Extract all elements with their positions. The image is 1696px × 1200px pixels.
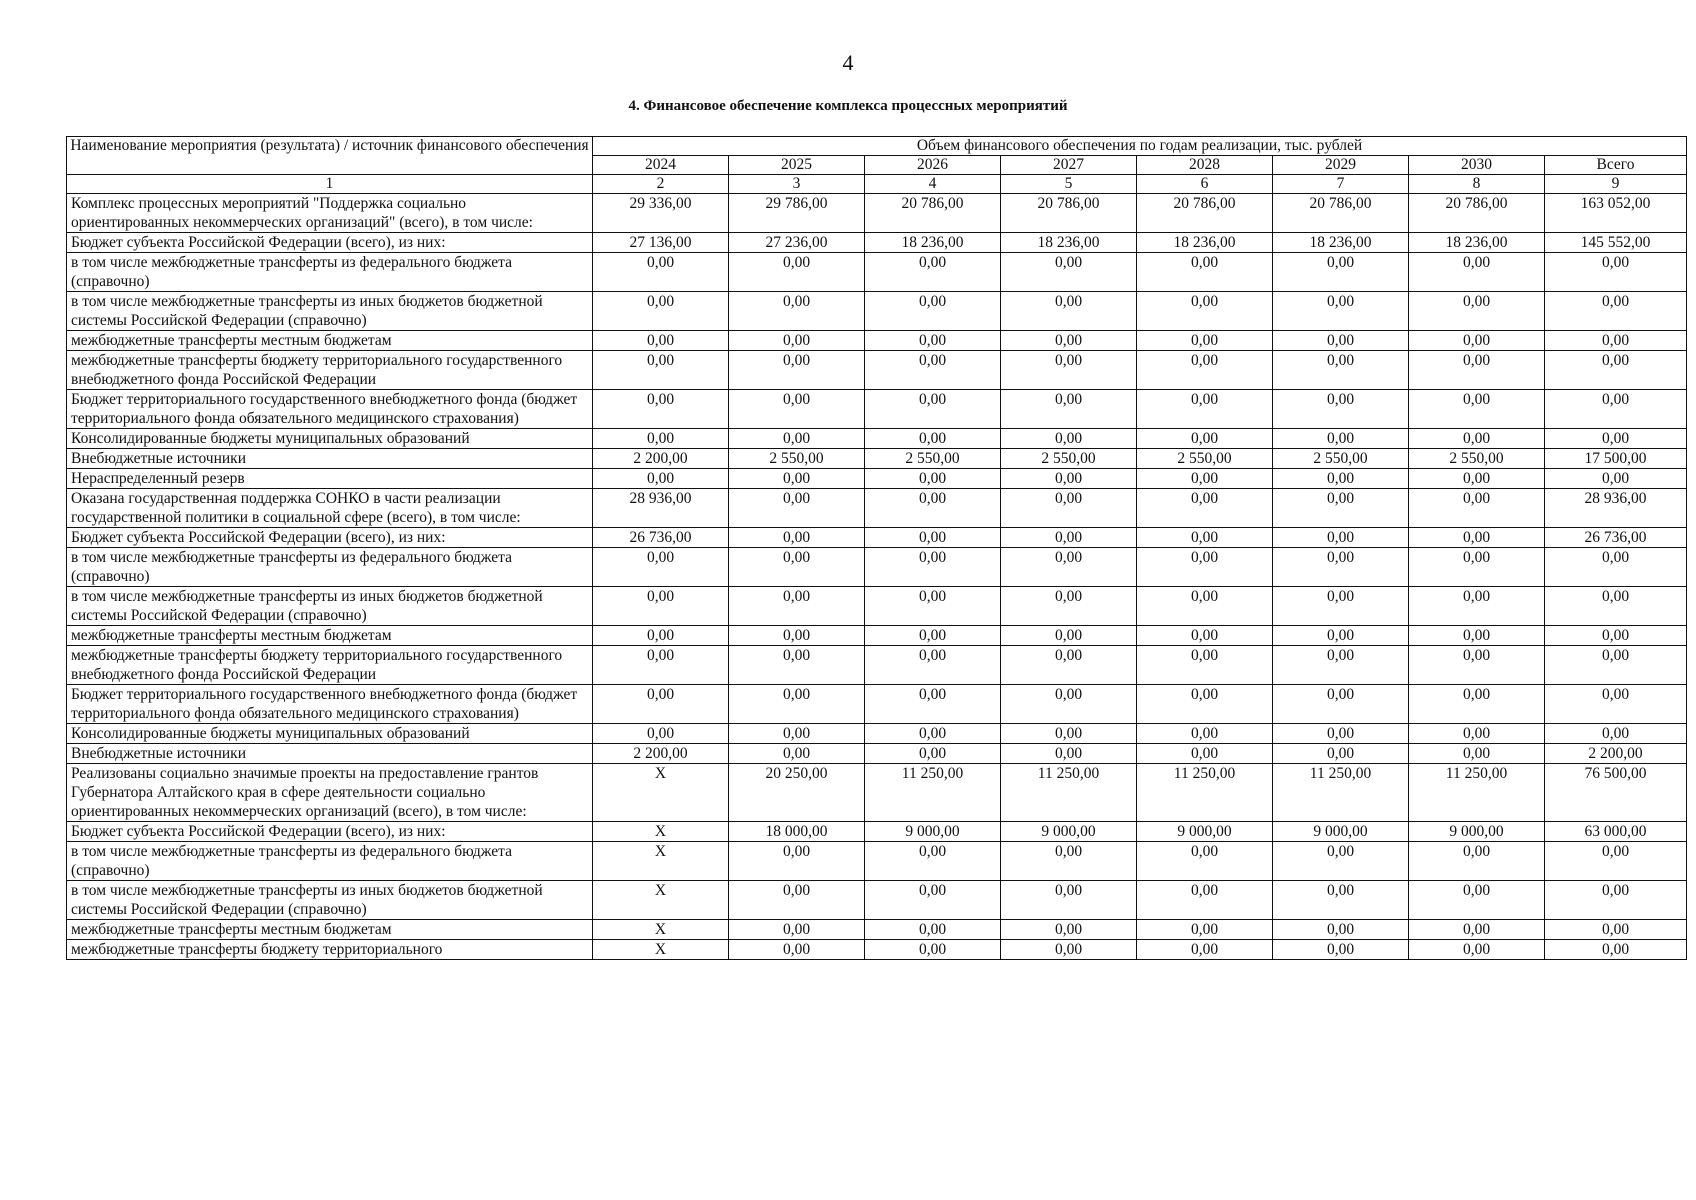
table-row (67, 764, 1687, 822)
row-value: 0,00 (1409, 646, 1545, 685)
row-value: 27 236,00 (729, 233, 865, 253)
row-value: 0,00 (1273, 724, 1409, 744)
row-value: 0,00 (1273, 920, 1409, 940)
row-value: 0,00 (865, 744, 1001, 764)
row-name: Внебюджетные источники (67, 449, 593, 469)
row-name: Нераспределенный резерв (67, 469, 593, 489)
row-value: 0,00 (1273, 390, 1409, 429)
row-value: 0,00 (1273, 548, 1409, 587)
row-value: 0,00 (1545, 626, 1687, 646)
row-value: 0,00 (729, 724, 865, 744)
row-value: 0,00 (865, 881, 1001, 920)
row-value: 0,00 (1409, 724, 1545, 744)
row-value: 0,00 (593, 469, 729, 489)
row-value: 0,00 (865, 920, 1001, 940)
row-value: 0,00 (865, 587, 1001, 626)
row-value: 0,00 (1137, 724, 1273, 744)
column-number-row (67, 175, 1687, 194)
year-header: Всего (1545, 156, 1687, 175)
column-number: 8 (1409, 175, 1545, 194)
row-value: 0,00 (729, 469, 865, 489)
row-value: 0,00 (1273, 685, 1409, 724)
column-number: 3 (729, 175, 865, 194)
row-value: 18 236,00 (1273, 233, 1409, 253)
table-row (67, 390, 1687, 429)
row-value: 0,00 (593, 351, 729, 390)
row-value: 0,00 (1409, 351, 1545, 390)
row-value: X (593, 940, 729, 960)
row-value: 0,00 (1409, 528, 1545, 548)
row-value: 0,00 (1137, 253, 1273, 292)
table-row (67, 233, 1687, 253)
row-value: 0,00 (1001, 292, 1137, 331)
row-name: межбюджетные трансферты бюджету территориального государственного внебюджетного фонда Российской Федерации (67, 646, 593, 685)
row-value: 0,00 (1137, 646, 1273, 685)
row-value: 0,00 (1001, 842, 1137, 881)
row-value: 0,00 (1545, 587, 1687, 626)
row-value: 0,00 (729, 489, 865, 528)
row-name: в том числе межбюджетные трансферты из федерального бюджета (справочно) (67, 548, 593, 587)
row-value: 63 000,00 (1545, 822, 1687, 842)
row-value: X (593, 881, 729, 920)
column-number: 9 (1545, 175, 1687, 194)
row-value: 0,00 (1273, 626, 1409, 646)
row-name: в том числе межбюджетные трансферты из федерального бюджета (справочно) (67, 253, 593, 292)
row-value: 0,00 (593, 390, 729, 429)
row-value: 0,00 (865, 429, 1001, 449)
table-row (67, 528, 1687, 548)
row-value: 2 550,00 (865, 449, 1001, 469)
row-value: 18 236,00 (1137, 233, 1273, 253)
page-number: 4 (842, 50, 854, 75)
row-value: 0,00 (1409, 587, 1545, 626)
row-name: Консолидированные бюджеты муниципальных образований (67, 429, 593, 449)
row-value: 0,00 (1137, 842, 1273, 881)
row-value: 0,00 (729, 528, 865, 548)
row-value: 0,00 (1137, 548, 1273, 587)
row-value: 0,00 (1409, 842, 1545, 881)
column-number: 2 (593, 175, 729, 194)
row-value: 0,00 (1545, 548, 1687, 587)
row-value: 0,00 (1137, 489, 1273, 528)
row-value: 0,00 (865, 842, 1001, 881)
row-value: 11 250,00 (1273, 764, 1409, 822)
row-value: 0,00 (1001, 587, 1137, 626)
row-value: 20 786,00 (865, 194, 1001, 233)
row-value: 0,00 (1001, 528, 1137, 548)
row-value: 0,00 (1409, 253, 1545, 292)
row-value: 0,00 (1273, 429, 1409, 449)
row-name: межбюджетные трансферты местным бюджетам (67, 626, 593, 646)
row-value: 0,00 (1273, 744, 1409, 764)
row-value: 0,00 (593, 685, 729, 724)
row-value: 0,00 (1273, 940, 1409, 960)
row-value: 0,00 (1273, 842, 1409, 881)
row-value: 0,00 (1137, 940, 1273, 960)
table-row (67, 881, 1687, 920)
row-value: 28 936,00 (593, 489, 729, 528)
row-value: 0,00 (1001, 351, 1137, 390)
row-value: 0,00 (1137, 626, 1273, 646)
row-value: 0,00 (1137, 331, 1273, 351)
row-value: 0,00 (593, 646, 729, 685)
row-name: межбюджетные трансферты местным бюджетам (67, 920, 593, 940)
row-value: 0,00 (1273, 587, 1409, 626)
row-value: 0,00 (1137, 881, 1273, 920)
row-value: 0,00 (1409, 881, 1545, 920)
table-row (67, 194, 1687, 233)
table-row (67, 489, 1687, 528)
year-header: 2026 (865, 156, 1001, 175)
row-value: 0,00 (1409, 331, 1545, 351)
row-name: в том числе межбюджетные трансферты из иных бюджетов бюджетной системы Российской Федерации (справочно) (67, 881, 593, 920)
section-title: 4. Финансовое обеспечение комплекса процессных мероприятий (628, 98, 1068, 114)
row-value: 0,00 (1409, 940, 1545, 960)
row-value: 0,00 (1137, 292, 1273, 331)
row-value: 2 200,00 (593, 744, 729, 764)
row-value: 2 550,00 (1409, 449, 1545, 469)
row-value: 0,00 (729, 842, 865, 881)
row-value: 0,00 (1273, 489, 1409, 528)
column-number: 5 (1001, 175, 1137, 194)
row-value: 0,00 (593, 587, 729, 626)
row-value: 0,00 (1273, 292, 1409, 331)
row-value: 2 550,00 (1001, 449, 1137, 469)
row-value: 0,00 (1001, 940, 1137, 960)
row-value: 0,00 (1273, 351, 1409, 390)
row-value: 11 250,00 (865, 764, 1001, 822)
row-name: в том числе межбюджетные трансферты из федерального бюджета (справочно) (67, 842, 593, 881)
row-name: Бюджет субъекта Российской Федерации (всего), из них: (67, 822, 593, 842)
row-value: 0,00 (1545, 842, 1687, 881)
row-value: 0,00 (1273, 469, 1409, 489)
row-value: 0,00 (1545, 685, 1687, 724)
row-value: 0,00 (729, 253, 865, 292)
row-value: 0,00 (1001, 429, 1137, 449)
row-value: 0,00 (865, 646, 1001, 685)
row-value: 0,00 (1545, 351, 1687, 390)
row-value: 0,00 (1409, 429, 1545, 449)
row-value: 0,00 (865, 253, 1001, 292)
row-value: 0,00 (1137, 390, 1273, 429)
year-header: 2025 (729, 156, 865, 175)
table-row (67, 292, 1687, 331)
row-value: 20 786,00 (1001, 194, 1137, 233)
table-row (67, 920, 1687, 940)
table-row (67, 744, 1687, 764)
row-value: 0,00 (729, 548, 865, 587)
table-row (67, 626, 1687, 646)
row-value: 0,00 (1137, 528, 1273, 548)
row-value: 0,00 (1137, 351, 1273, 390)
row-value: 0,00 (1409, 469, 1545, 489)
row-value: 0,00 (593, 626, 729, 646)
row-name: Внебюджетные источники (67, 744, 593, 764)
row-value: 11 250,00 (1409, 764, 1545, 822)
row-name: Консолидированные бюджеты муниципальных образований (67, 724, 593, 744)
financing-table (66, 136, 1687, 960)
column-number: 6 (1137, 175, 1273, 194)
row-name: Оказана государственная поддержка СОНКО в части реализации государственной политики в социальной сфере (всего), в том числе: (67, 489, 593, 528)
table-row (67, 685, 1687, 724)
row-value: 0,00 (1001, 685, 1137, 724)
row-value: 0,00 (1001, 646, 1137, 685)
row-value: 0,00 (865, 390, 1001, 429)
row-value: 0,00 (865, 626, 1001, 646)
row-value: 0,00 (1409, 548, 1545, 587)
row-value: 0,00 (1137, 587, 1273, 626)
table-body (67, 194, 1687, 960)
row-value: 0,00 (729, 881, 865, 920)
row-value: 0,00 (1001, 724, 1137, 744)
row-value: 0,00 (729, 744, 865, 764)
row-value: 0,00 (1273, 646, 1409, 685)
row-value: 0,00 (1273, 253, 1409, 292)
row-value: 0,00 (1001, 390, 1137, 429)
row-value: 0,00 (1545, 724, 1687, 744)
name-column-header: Наименование мероприятия (результата) / источник финансового обеспечения (67, 137, 593, 175)
row-value: 0,00 (1137, 469, 1273, 489)
row-value: 2 550,00 (729, 449, 865, 469)
row-value: 0,00 (593, 724, 729, 744)
row-name: в том числе межбюджетные трансферты из иных бюджетов бюджетной системы Российской Федерации (справочно) (67, 587, 593, 626)
row-value: 0,00 (1545, 646, 1687, 685)
column-number: 7 (1273, 175, 1409, 194)
row-value: 0,00 (1545, 920, 1687, 940)
row-value: 0,00 (729, 351, 865, 390)
row-value: 26 736,00 (1545, 528, 1687, 548)
year-header: 2028 (1137, 156, 1273, 175)
row-value: 0,00 (1001, 331, 1137, 351)
row-value: 28 936,00 (1545, 489, 1687, 528)
row-value: 0,00 (1409, 685, 1545, 724)
row-value: 29 786,00 (729, 194, 865, 233)
row-value: 0,00 (1409, 390, 1545, 429)
row-value: 0,00 (729, 685, 865, 724)
row-value: 18 236,00 (865, 233, 1001, 253)
row-value: 0,00 (729, 390, 865, 429)
row-value: 0,00 (1001, 744, 1137, 764)
year-header: 2029 (1273, 156, 1409, 175)
row-value: 0,00 (865, 940, 1001, 960)
row-value: 0,00 (865, 724, 1001, 744)
year-header: 2027 (1001, 156, 1137, 175)
table-row (67, 253, 1687, 292)
row-value: 0,00 (1001, 626, 1137, 646)
row-value: 18 000,00 (729, 822, 865, 842)
row-value: 0,00 (729, 940, 865, 960)
row-value: 0,00 (1545, 292, 1687, 331)
row-value: 26 736,00 (593, 528, 729, 548)
row-value: 0,00 (1545, 429, 1687, 449)
row-value: 0,00 (865, 292, 1001, 331)
row-value: 0,00 (729, 292, 865, 331)
row-value: 20 250,00 (729, 764, 865, 822)
row-value: 0,00 (1409, 920, 1545, 940)
year-header: 2024 (593, 156, 729, 175)
row-value: 0,00 (593, 253, 729, 292)
row-value: 17 500,00 (1545, 449, 1687, 469)
row-value: 18 236,00 (1001, 233, 1137, 253)
row-value: 0,00 (1001, 253, 1137, 292)
table-row (67, 331, 1687, 351)
row-value: 0,00 (729, 587, 865, 626)
row-value: 20 786,00 (1409, 194, 1545, 233)
row-value: 0,00 (865, 331, 1001, 351)
row-name: Бюджет территориального государственного внебюджетного фонда (бюджет территориального фонда обязательного медицинского страхования) (67, 685, 593, 724)
row-value: 0,00 (1001, 881, 1137, 920)
row-name: Реализованы социально значимые проекты на предоставление грантов Губернатора Алтайского края в сфере деятельности социально ориентированных некоммерческих организаций (всего), в том числе: (67, 764, 593, 822)
row-value: 0,00 (1001, 489, 1137, 528)
row-name: Бюджет субъекта Российской Федерации (всего), из них: (67, 528, 593, 548)
row-value: 29 336,00 (593, 194, 729, 233)
row-value: 9 000,00 (1137, 822, 1273, 842)
row-value: 0,00 (729, 626, 865, 646)
row-value: 9 000,00 (1001, 822, 1137, 842)
row-value: 0,00 (593, 292, 729, 331)
row-value: 11 250,00 (1001, 764, 1137, 822)
year-header: 2030 (1409, 156, 1545, 175)
row-value: 0,00 (1409, 292, 1545, 331)
row-value: 145 552,00 (1545, 233, 1687, 253)
row-value: 0,00 (729, 920, 865, 940)
row-name: Бюджет территориального государственного внебюджетного фонда (бюджет территориального фонда обязательного медицинского страхования) (67, 390, 593, 429)
row-name: Бюджет субъекта Российской Федерации (всего), из них: (67, 233, 593, 253)
row-value: 0,00 (1545, 331, 1687, 351)
row-value: 0,00 (1137, 429, 1273, 449)
column-number: 4 (865, 175, 1001, 194)
row-value: 0,00 (1137, 744, 1273, 764)
row-value: X (593, 764, 729, 822)
table-row (67, 449, 1687, 469)
row-name: межбюджетные трансферты бюджету территориального государственного внебюджетного фонда Российской Федерации (67, 351, 593, 390)
row-value: 0,00 (865, 469, 1001, 489)
row-value: 27 136,00 (593, 233, 729, 253)
volume-header: Объем финансового обеспечения по годам реализации, тыс. рублей (593, 137, 1687, 156)
row-value: 0,00 (1273, 881, 1409, 920)
row-name: в том числе межбюджетные трансферты из иных бюджетов бюджетной системы Российской Федерации (справочно) (67, 292, 593, 331)
row-value: X (593, 842, 729, 881)
row-value: X (593, 920, 729, 940)
row-value: 20 786,00 (1273, 194, 1409, 233)
row-value: 76 500,00 (1545, 764, 1687, 822)
row-name: межбюджетные трансферты местным бюджетам (67, 331, 593, 351)
row-value: 0,00 (1001, 469, 1137, 489)
row-value: 0,00 (729, 331, 865, 351)
row-value: 0,00 (1001, 548, 1137, 587)
row-value: 0,00 (729, 646, 865, 685)
row-value: X (593, 822, 729, 842)
row-value: 0,00 (593, 331, 729, 351)
row-name: межбюджетные трансферты бюджету территориального (67, 940, 593, 960)
table-row (67, 842, 1687, 881)
row-value: 0,00 (729, 429, 865, 449)
row-value: 18 236,00 (1409, 233, 1545, 253)
header-row (67, 137, 1687, 156)
row-value: 0,00 (865, 685, 1001, 724)
row-value: 9 000,00 (1409, 822, 1545, 842)
table-row (67, 822, 1687, 842)
row-value: 0,00 (1545, 881, 1687, 920)
table-row (67, 469, 1687, 489)
row-value: 20 786,00 (1137, 194, 1273, 233)
row-value: 2 550,00 (1273, 449, 1409, 469)
row-value: 0,00 (865, 528, 1001, 548)
row-value: 0,00 (1409, 744, 1545, 764)
row-value: 0,00 (865, 489, 1001, 528)
row-value: 0,00 (1137, 920, 1273, 940)
table-row (67, 548, 1687, 587)
table-row (67, 587, 1687, 626)
row-value: 9 000,00 (1273, 822, 1409, 842)
table-row (67, 940, 1687, 960)
row-value: 0,00 (865, 351, 1001, 390)
table-row (67, 429, 1687, 449)
row-value: 0,00 (1545, 390, 1687, 429)
row-value: 2 200,00 (593, 449, 729, 469)
row-value: 0,00 (865, 548, 1001, 587)
table-row (67, 646, 1687, 685)
row-value: 0,00 (1137, 685, 1273, 724)
table-row (67, 351, 1687, 390)
table-row (67, 724, 1687, 744)
row-value: 0,00 (1409, 626, 1545, 646)
row-value: 2 550,00 (1137, 449, 1273, 469)
column-number: 1 (67, 175, 593, 194)
row-value: 2 200,00 (1545, 744, 1687, 764)
row-value: 11 250,00 (1137, 764, 1273, 822)
row-value: 0,00 (1273, 528, 1409, 548)
row-value: 163 052,00 (1545, 194, 1687, 233)
row-value: 0,00 (593, 548, 729, 587)
row-value: 0,00 (1273, 331, 1409, 351)
row-value: 0,00 (1001, 920, 1137, 940)
row-value: 9 000,00 (865, 822, 1001, 842)
row-value: 0,00 (1545, 940, 1687, 960)
row-value: 0,00 (1545, 253, 1687, 292)
row-value: 0,00 (593, 429, 729, 449)
row-name: Комплекс процессных мероприятий "Поддержка социально ориентированных некоммерческих организаций" (всего), в том числе: (67, 194, 593, 233)
row-value: 0,00 (1545, 469, 1687, 489)
row-value: 0,00 (1409, 489, 1545, 528)
